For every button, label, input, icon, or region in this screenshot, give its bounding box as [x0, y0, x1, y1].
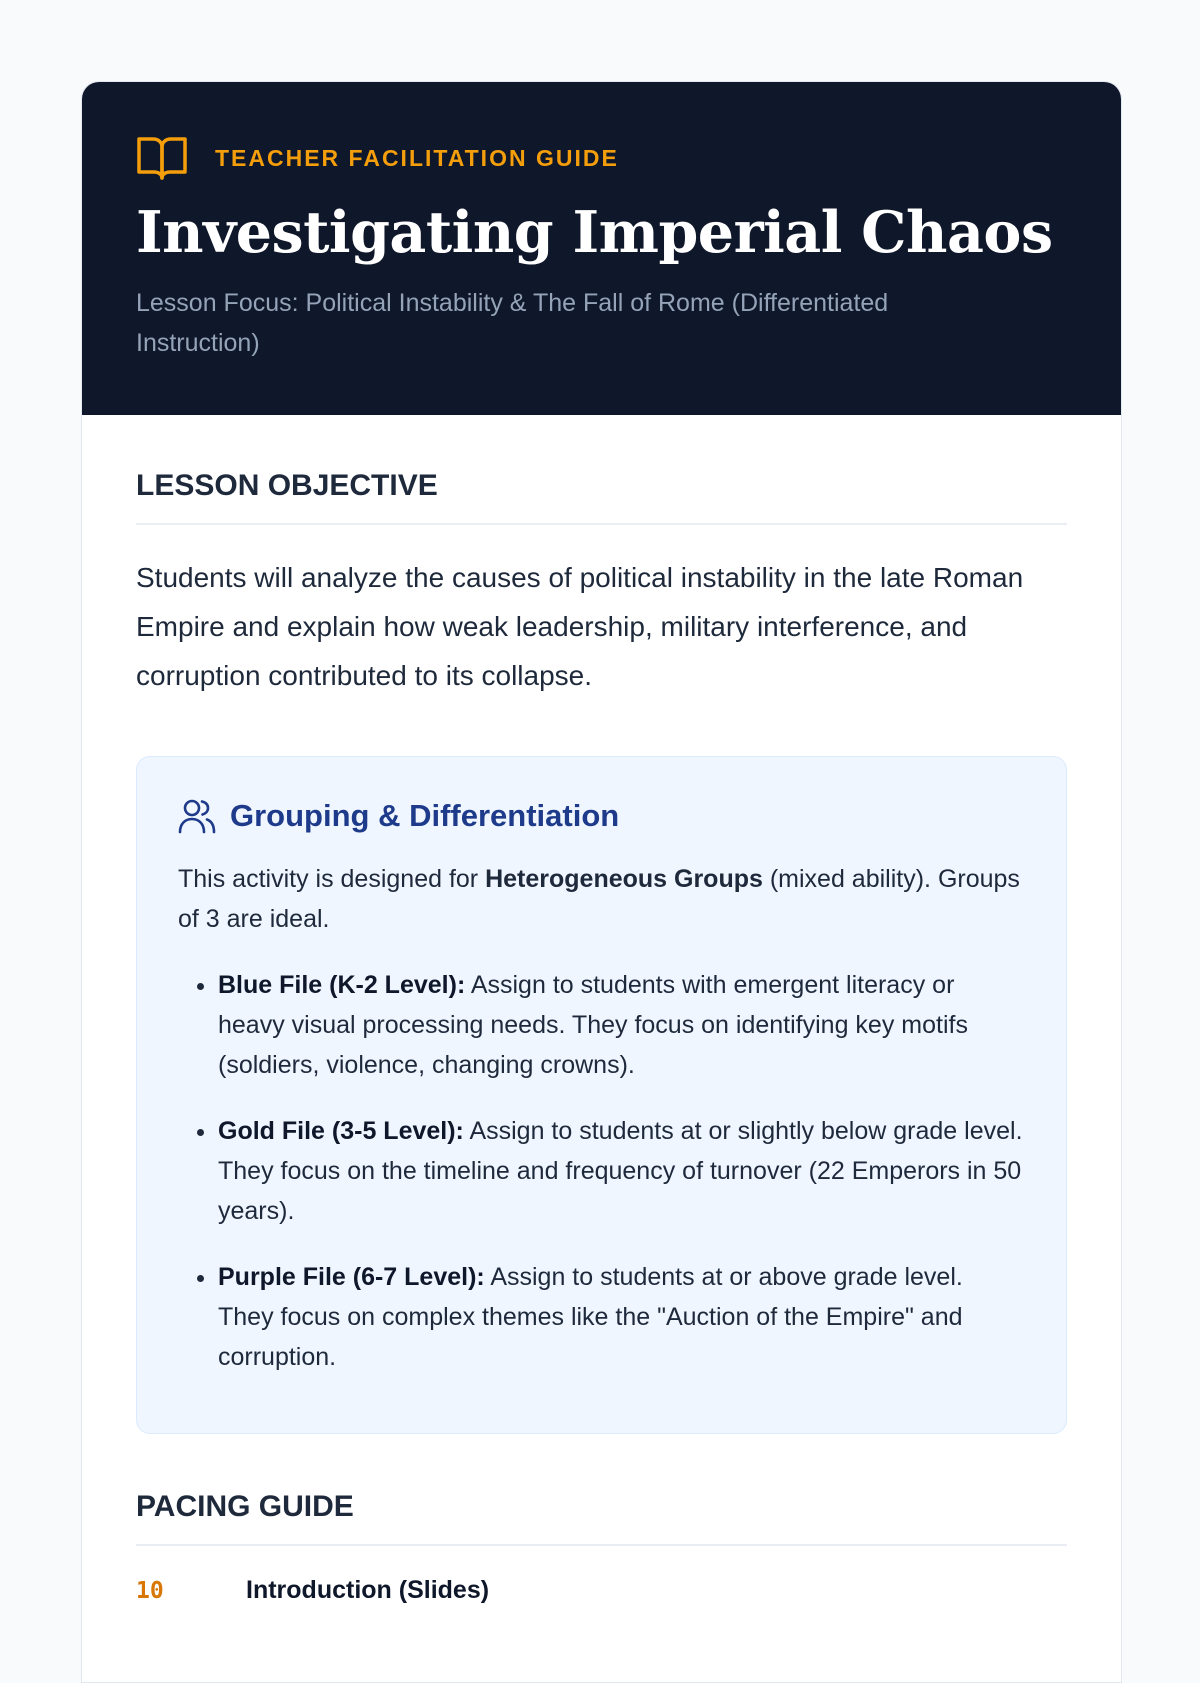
- objective-heading: LESSON OBJECTIVE: [136, 469, 1067, 525]
- pacing-label: Introduction (Slides): [246, 1576, 490, 1604]
- grouping-callout: [136, 756, 1067, 1434]
- open-book-icon: [136, 134, 188, 182]
- guide-body: [82, 415, 1121, 1605]
- list-item-blue-file: • Blue File (K-2 Level): Assign to students with emergent literacy or heavy visual processing needs. They focus on identifying key motifs (soldiers, violence, changing crowns).: [218, 965, 1024, 1085]
- pacing-section: [136, 1490, 1067, 1605]
- grouping-title: Grouping & Differentiation: [230, 798, 620, 833]
- page-subtitle: Lesson Focus: Political Instability & The Fall of Rome (Differentiated Instruction): [136, 288, 889, 357]
- pacing-row: [136, 1576, 1067, 1605]
- guide-card: [81, 81, 1122, 1683]
- pacing-heading: PACING GUIDE: [136, 1490, 1067, 1546]
- pacing-minutes: 10: [136, 1578, 164, 1604]
- page-title: Investigating Imperial Chaos: [136, 199, 1053, 266]
- list-item-gold-file: • Gold File (3-5 Level): Assign to students at or slightly below grade level. They focus on the timeline and frequency of turnover (22 Emperors in 50 years).: [218, 1111, 1024, 1231]
- list-item-purple-file: • Purple File (6-7 Level): Assign to students at or above grade level. They focus on complex themes like the "Auction of the Empire" and corruption.: [218, 1257, 1024, 1377]
- objective-text: Students will analyze the causes of political instability in the late Roman Empire and explain how weak leadership, military interference, and corruption contributed to its collapse.: [136, 562, 1024, 691]
- eyebrow: [136, 134, 1067, 182]
- grouping-intro: This activity is designed for Heterogeneous Groups (mixed ability). Groups of 3 are ideal.: [178, 865, 1020, 933]
- eyebrow-label: TEACHER FACILITATION GUIDE: [215, 144, 619, 171]
- users-icon: [178, 797, 216, 835]
- grouping-list: [178, 965, 1024, 1377]
- grouping-header: [178, 797, 1024, 835]
- guide-header: [82, 82, 1121, 415]
